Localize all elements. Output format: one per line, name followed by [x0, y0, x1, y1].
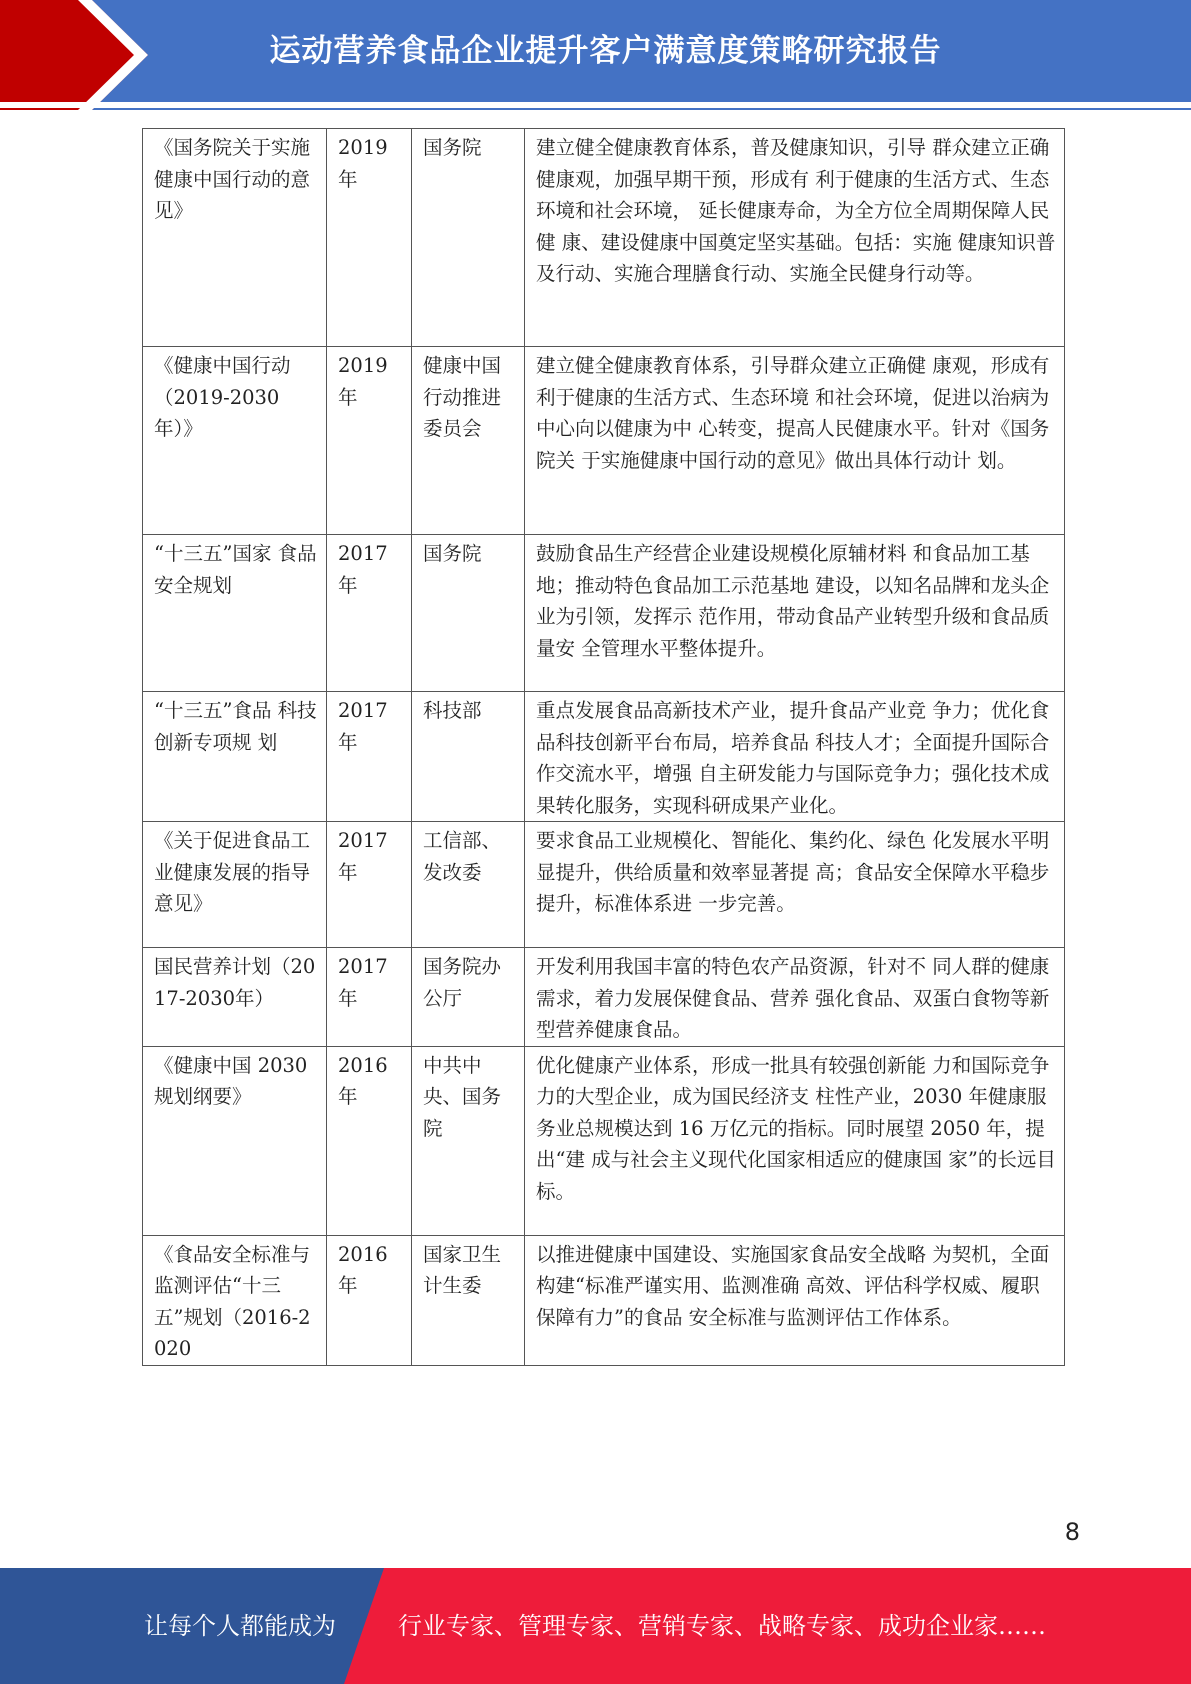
- policy-title-cell: 《健康中国 2030 规划纲要》: [143, 1046, 327, 1235]
- table-row: [143, 347, 1065, 535]
- policy-year-cell: 2016年: [327, 1046, 412, 1235]
- table-row: [143, 535, 1065, 692]
- table-row: [143, 1046, 1065, 1235]
- policy-year-cell: 2017年: [327, 692, 412, 822]
- header-divider: [0, 102, 1191, 108]
- policy-year-cell: 2019年: [327, 347, 412, 535]
- policy-year-cell: 2017年: [327, 948, 412, 1047]
- footer-slogan-right: 行业专家、管理专家、营销专家、战略专家、成功企业家……: [398, 1612, 1046, 1640]
- policy-year-cell: 2019年: [327, 129, 412, 347]
- policy-content-cell: 要求食品工业规模化、智能化、集约化、绿色 化发展水平明显提升，供给质量和效率显著提 高；食品安全保障水平稳步提升，标准体系进 一步完善。: [525, 822, 1065, 948]
- policy-content-cell: 以推进健康中国建设、实施国家食品安全战略 为契机，全面构建“标准严谨实用、监测准确 高效、评估科学权威、履职保障有力”的食品 安全标准与监测评估工作体系。: [525, 1235, 1065, 1365]
- table-row: [143, 948, 1065, 1047]
- policy-content-cell: 优化健康产业体系，形成一批具有较强创新能 力和国际竞争力的大型企业，成为国民经济支 柱性产业，2030 年健康服务业总规模达到 16 万亿元的指标。同时展望 2050 年，提出“建 成与社会主义现代化国家相适应的健康国 家”的长远目标。: [525, 1046, 1065, 1235]
- policy-content-cell: 开发利用我国丰富的特色农产品资源，针对不 同人群的健康需求，着力发展保健食品、营养 强化食品、双蛋白食物等新型营养健康食品。: [525, 948, 1065, 1047]
- policy-title-cell: 《国务院关于实施健康中国行动的意见》: [143, 129, 327, 347]
- policy-title-cell: “十三五”国家 食品安全规划: [143, 535, 327, 692]
- policy-issuer-cell: 国家卫生 计生委: [412, 1235, 525, 1365]
- table-row: [143, 129, 1065, 347]
- policy-content-cell: 建立健全健康教育体系，引导群众建立正确健 康观，形成有利于健康的生活方式、生态环境 和社会环境，促进以治病为中心向以健康为中 心转变，提高人民健康水平。针对《国务院关 于实施健康中国行动的意见》做出具体行动计 划。: [525, 347, 1065, 535]
- policy-title-cell: 国民营养计划（2017-2030年）: [143, 948, 327, 1047]
- policy-issuer-cell: 科技部: [412, 692, 525, 822]
- policy-content-cell: 重点发展食品高新技术产业，提升食品产业竞 争力；优化食品科技创新平台布局，培养食品 科技人才；全面提升国际合作交流水平，增强 自主研发能力与国际竞争力；强化技术成果转化服务，实现科研成果产业化。: [525, 692, 1065, 822]
- policy-title-cell: 《食品安全标准与监测评估“十三五”规划（2016-2020: [143, 1235, 327, 1365]
- header-red-arrow: [0, 0, 160, 110]
- policy-title-cell: 《关于促进食品工业健康发展的指导意见》: [143, 822, 327, 948]
- policy-issuer-cell: 国务院: [412, 129, 525, 347]
- policy-table: [142, 128, 1065, 1366]
- page-footer: [0, 1568, 1191, 1684]
- policy-issuer-cell: 健康中国行动推进委员会: [412, 347, 525, 535]
- page-number: 8: [1064, 1518, 1080, 1546]
- policy-issuer-cell: 国务院办公厅: [412, 948, 525, 1047]
- policy-table-container: [142, 128, 1065, 1366]
- document-title: 运动营养食品企业提升客户满意度策略研究报告: [269, 33, 942, 69]
- policy-content-cell: 鼓励食品生产经营企业建设规模化原辅材料 和食品加工基地；推动特色食品加工示范基地 建设，以知名品牌和龙头企业为引领，发挥示 范作用，带动食品产业转型升级和食品质量安 全管理水平整体提升。: [525, 535, 1065, 692]
- page-header: [0, 0, 1191, 110]
- policy-issuer-cell: 中共中央、国务院: [412, 1046, 525, 1235]
- table-row: [143, 822, 1065, 948]
- policy-year-cell: 2017年: [327, 822, 412, 948]
- policy-title-cell: “十三五”食品 科技创新专项规 划: [143, 692, 327, 822]
- policy-issuer-cell: 国务院: [412, 535, 525, 692]
- footer-slogan-left: 让每个人都能成为: [144, 1612, 336, 1640]
- policy-title-cell: 《健康中国行动（2019-2030年）》: [143, 347, 327, 535]
- table-row: [143, 1235, 1065, 1365]
- table-row: [143, 692, 1065, 822]
- policy-year-cell: 2016年: [327, 1235, 412, 1365]
- policy-content-cell: 建立健全健康教育体系，普及健康知识，引导 群众建立正确健康观，加强早期干预，形成有 利于健康的生活方式、生态环境和社会环境， 延长健康寿命，为全方位全周期保障人民健 康、建设健康中国奠定坚实基础。包括：实施 健康知识普及行动、实施合理膳食行动、实施全民健身行动等。: [525, 129, 1065, 347]
- policy-year-cell: 2017年: [327, 535, 412, 692]
- policy-issuer-cell: 工信部、发改委: [412, 822, 525, 948]
